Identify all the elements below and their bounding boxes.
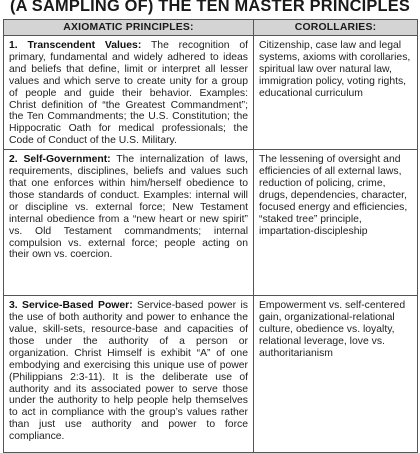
corollaries-text: Citizenship, case law and legal systems, axioms with corollaries, spiritual law over natural law, immigration policy, voting rights, educational curriculum (259, 40, 411, 99)
corollaries-text: Empowerment vs. self-centered gain, organizational-relational culture, obedience vs. loyalty, relational leverage, love vs. authoritarianism (259, 300, 406, 359)
corollaries-cell (254, 150, 418, 296)
corollaries-header: COROLLARIES: (254, 20, 418, 36)
table-row (4, 150, 418, 296)
principle-name: 1. Transcendent Values: (9, 40, 142, 51)
principles-table (3, 19, 418, 453)
corollaries-cell (254, 296, 418, 453)
header-row (4, 20, 418, 36)
principle-name: 3. Service-Based Power: (9, 300, 133, 312)
principle-description: The internalization of laws, requirements, disciplines, beliefs and values such that one enforces within him/herself obedience to those standards of conduct. Examples: internal will or discipline vs. external force; New Testament internal obedience from a “new heart or new spirit” vs. Old Testament commandments; internal compulsion vs. external force; people acting on their own vs. coercion. (9, 154, 248, 261)
principle-description: The recognition of primary, fundamental and widely adhered to ideas and beliefs that define, limit or interpret all lesser values and which serve to create unity for a group of people and guide their behavior. Examples: Christ definition of “the Greatest Commandment”; the Ten Commandments; the U.S. Constitution; the Hippocratic Oath for medical professionals; the Code of Conduct of the U.S. Military. (9, 40, 249, 147)
principle-cell (4, 150, 254, 296)
table-row (4, 296, 418, 453)
axiomatic-principles-header: AXIOMATIC PRINCIPLES: (4, 20, 254, 36)
principle-cell (4, 296, 254, 453)
principle-description: Service-based power is the use of both authority and power to enhance the value, skill-sets, resource-base and capacities of those under the authority of a person or organization. Christ Himself is exhibit “A” of one embodying and exercising this unique use of power (Philippians 2:3-11). It is the deliberate use of authority and its associated power to serve those under the authority to help people help themselves to act in compliance with the group’s values rather than just use authority and power to force compliance. (9, 300, 248, 443)
corollaries-cell (254, 36, 418, 150)
corollaries-text: The lessening of oversight and efficiencies of all external laws, reduction of policing, crime, drugs, dependencies, character, focused energy and efficiencies, “staked tree” principle, impartation-discipleship (259, 154, 408, 237)
page-title: (A SAMPLING OF) THE TEN MASTER PRINCIPLES (9, 0, 411, 15)
principle-cell (4, 36, 254, 150)
principle-name: 2. Self-Government: (9, 154, 111, 166)
table-row (4, 36, 418, 150)
